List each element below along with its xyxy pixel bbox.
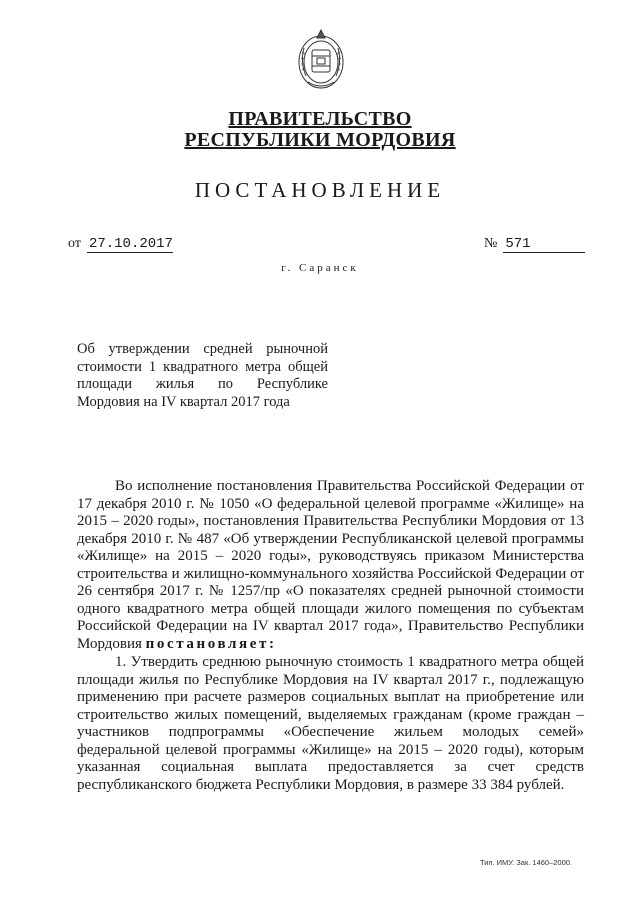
document-date: 27.10.2017: [88, 236, 173, 252]
coat-of-arms-emblem: [296, 28, 346, 92]
paragraph-1-text: Во исполнение постановления Правительства Российской Федерации от 17 декабря 2010 г. № 1050 «О федеральной целевой программе «Жилище» на 2015 – 2020 годы», постановления Правительства Республики Мордовия от 13 декабря 2010 г. № 487 «Об утверждении Республиканской целевой программы «Жилище» на 2015 – 2020 годы», руководствуясь приказом Министерства строительства и жилищно-коммунального хозяйства Российской Федерации от 26 сентября 2017 г. № 1257/пр «О показателях средней рыночной стоимости одного квадратного метра общей площади жилого помещения по субъектам Российской Федерации на IV квартал 2017 года», Правительство Республики Мордовия: [77, 478, 584, 652]
date-prefix: от: [68, 236, 81, 251]
organization-name-line2: РЕСПУБЛИКИ МОРДОВИЯ: [184, 129, 456, 151]
resolution-keyword-colon: :: [268, 635, 277, 652]
city-label: г. Саранск: [281, 262, 359, 274]
document-number: 571: [503, 236, 585, 253]
document-subject: Об утверждении средней рыночной стоимости 1 квадратного метра общей площади жилья по Республике Мордовия на IV квартал 2017 года: [77, 341, 328, 410]
printer-note: Тип. ИМУ. Зак. 1460–2000.: [480, 858, 573, 867]
date-row: [68, 236, 173, 253]
resolution-keyword: постановляет: [145, 635, 269, 652]
organization-name-line1: ПРАВИТЕЛЬСТВО: [228, 108, 412, 130]
body-paragraph-2: 1. Утвердить среднюю рыночную стоимость 1 квадратного метра общей площади жилья по Республике Мордовия на IV квартал 2017 г., подлежащую применению при расчете размеров социальных выплат на приобретение или строительство жилых помещений, выделяемых гражданам (кроме граждан – участников подпрограммы «Обеспечение жильем молодых семей» федеральной целевой программы «Жилище» на 2015 – 2020 годы), которым указанная социальная выплата предоставляется за счет средств республиканского бюджета Республики Мордовия, в размере 33 384 рублей.: [77, 654, 584, 793]
body-paragraph-1: [77, 478, 584, 653]
document-type-title: ПОСТАНОВЛЕНИЕ: [194, 178, 446, 202]
number-prefix: №: [484, 236, 498, 251]
number-row: [484, 236, 585, 253]
